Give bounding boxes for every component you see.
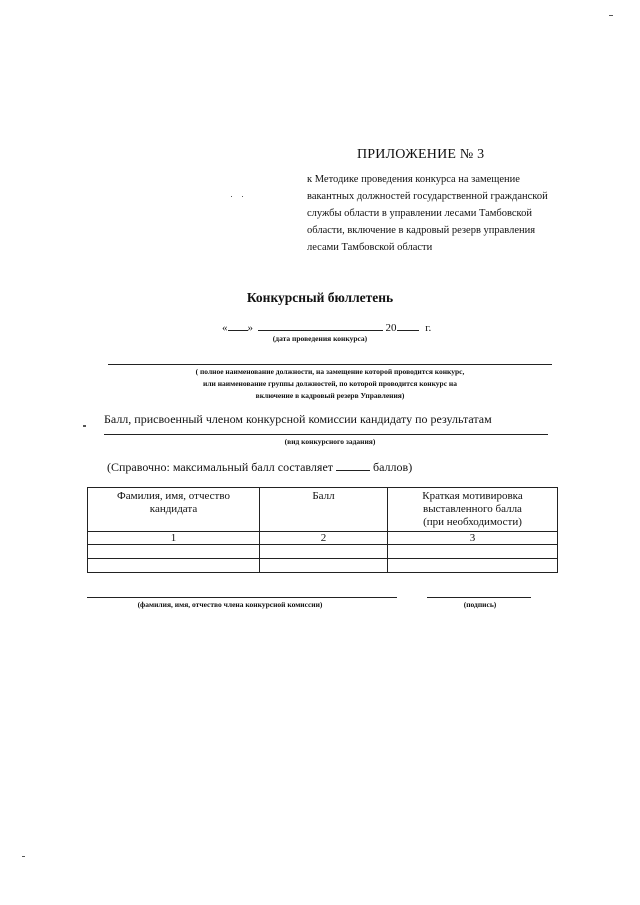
date-day-blank: [228, 320, 248, 331]
signature-caption: (подпись): [463, 600, 497, 609]
table-row: [88, 545, 558, 559]
date-open-quote: «: [222, 322, 228, 334]
header-candidate-name: Фамилия, имя, отчество кандидата: [88, 488, 260, 532]
member-name-line: [87, 597, 397, 598]
table-cell[interactable]: [88, 545, 260, 559]
date-year-prefix: 20: [385, 322, 397, 334]
position-caption-line: ( полное наименование должности, на замещение которой проводится конкурс,: [195, 367, 465, 376]
member-name-caption: (фамилия, имя, отчество члена конкурсной комиссии): [137, 600, 323, 609]
position-caption-line: включение в кадровый резерв Управления): [255, 391, 405, 400]
header-motivation: Краткая мотивировка выставленного балла (при необходимости): [388, 488, 558, 532]
reference-note: [107, 460, 412, 475]
column-number-2: 2: [260, 532, 388, 545]
appendix-subtitle-line: лесами Тамбовской области: [307, 242, 433, 253]
date-month-blank: [258, 320, 383, 331]
max-score-blank: [336, 460, 370, 471]
reference-suffix: баллов): [373, 460, 413, 474]
header-score: Балл: [260, 488, 388, 532]
scan-speck: [22, 856, 25, 857]
date-suffix: г.: [425, 322, 432, 334]
column-number-3: 3: [388, 532, 558, 545]
table-row: [88, 559, 558, 573]
task-caption: (вид конкурсного задания): [284, 437, 376, 446]
table-header-row: [88, 488, 558, 532]
reference-prefix: (Справочно: максимальный балл составляет: [107, 460, 334, 474]
scan-speck: [231, 196, 232, 197]
task-line: [104, 434, 548, 435]
appendix-subtitle-line: области, включение в кадровый резерв управления: [307, 225, 536, 236]
date-year-blank: [397, 320, 419, 331]
column-number-1: 1: [88, 532, 260, 545]
date-row: [222, 320, 431, 334]
table-cell[interactable]: [88, 559, 260, 573]
ballot-table: [87, 487, 558, 573]
date-close-quote: »: [247, 322, 253, 334]
position-caption-line: или наименование группы должностей, по которой проводится конкурс на: [203, 379, 457, 388]
appendix-subtitle-line: службы области в управлении лесами Тамбовской: [307, 208, 532, 219]
scan-speck: [83, 425, 86, 427]
appendix-title: ПРИЛОЖЕНИЕ № 3: [357, 147, 485, 162]
position-caption: [150, 366, 510, 402]
scan-speck: [242, 196, 243, 197]
ballot-title: Конкурсный бюллетень: [246, 290, 394, 305]
appendix-subtitle-line: к Методике проведения конкурса на замещение: [307, 174, 520, 185]
table-number-row: [88, 532, 558, 545]
date-caption: (дата проведения конкурса): [272, 334, 368, 343]
appendix-subtitle: [307, 171, 569, 256]
signature-line: [427, 597, 531, 598]
table-cell[interactable]: [260, 559, 388, 573]
score-statement: Балл, присвоенный членом конкурсной комиссии кандидату по результатам: [104, 412, 492, 426]
position-line: [108, 364, 552, 365]
table-cell[interactable]: [388, 545, 558, 559]
table-cell[interactable]: [260, 545, 388, 559]
table-cell[interactable]: [388, 559, 558, 573]
appendix-subtitle-line: вакантных должностей государственной гражданской: [307, 191, 548, 202]
scan-speck: [609, 15, 613, 16]
